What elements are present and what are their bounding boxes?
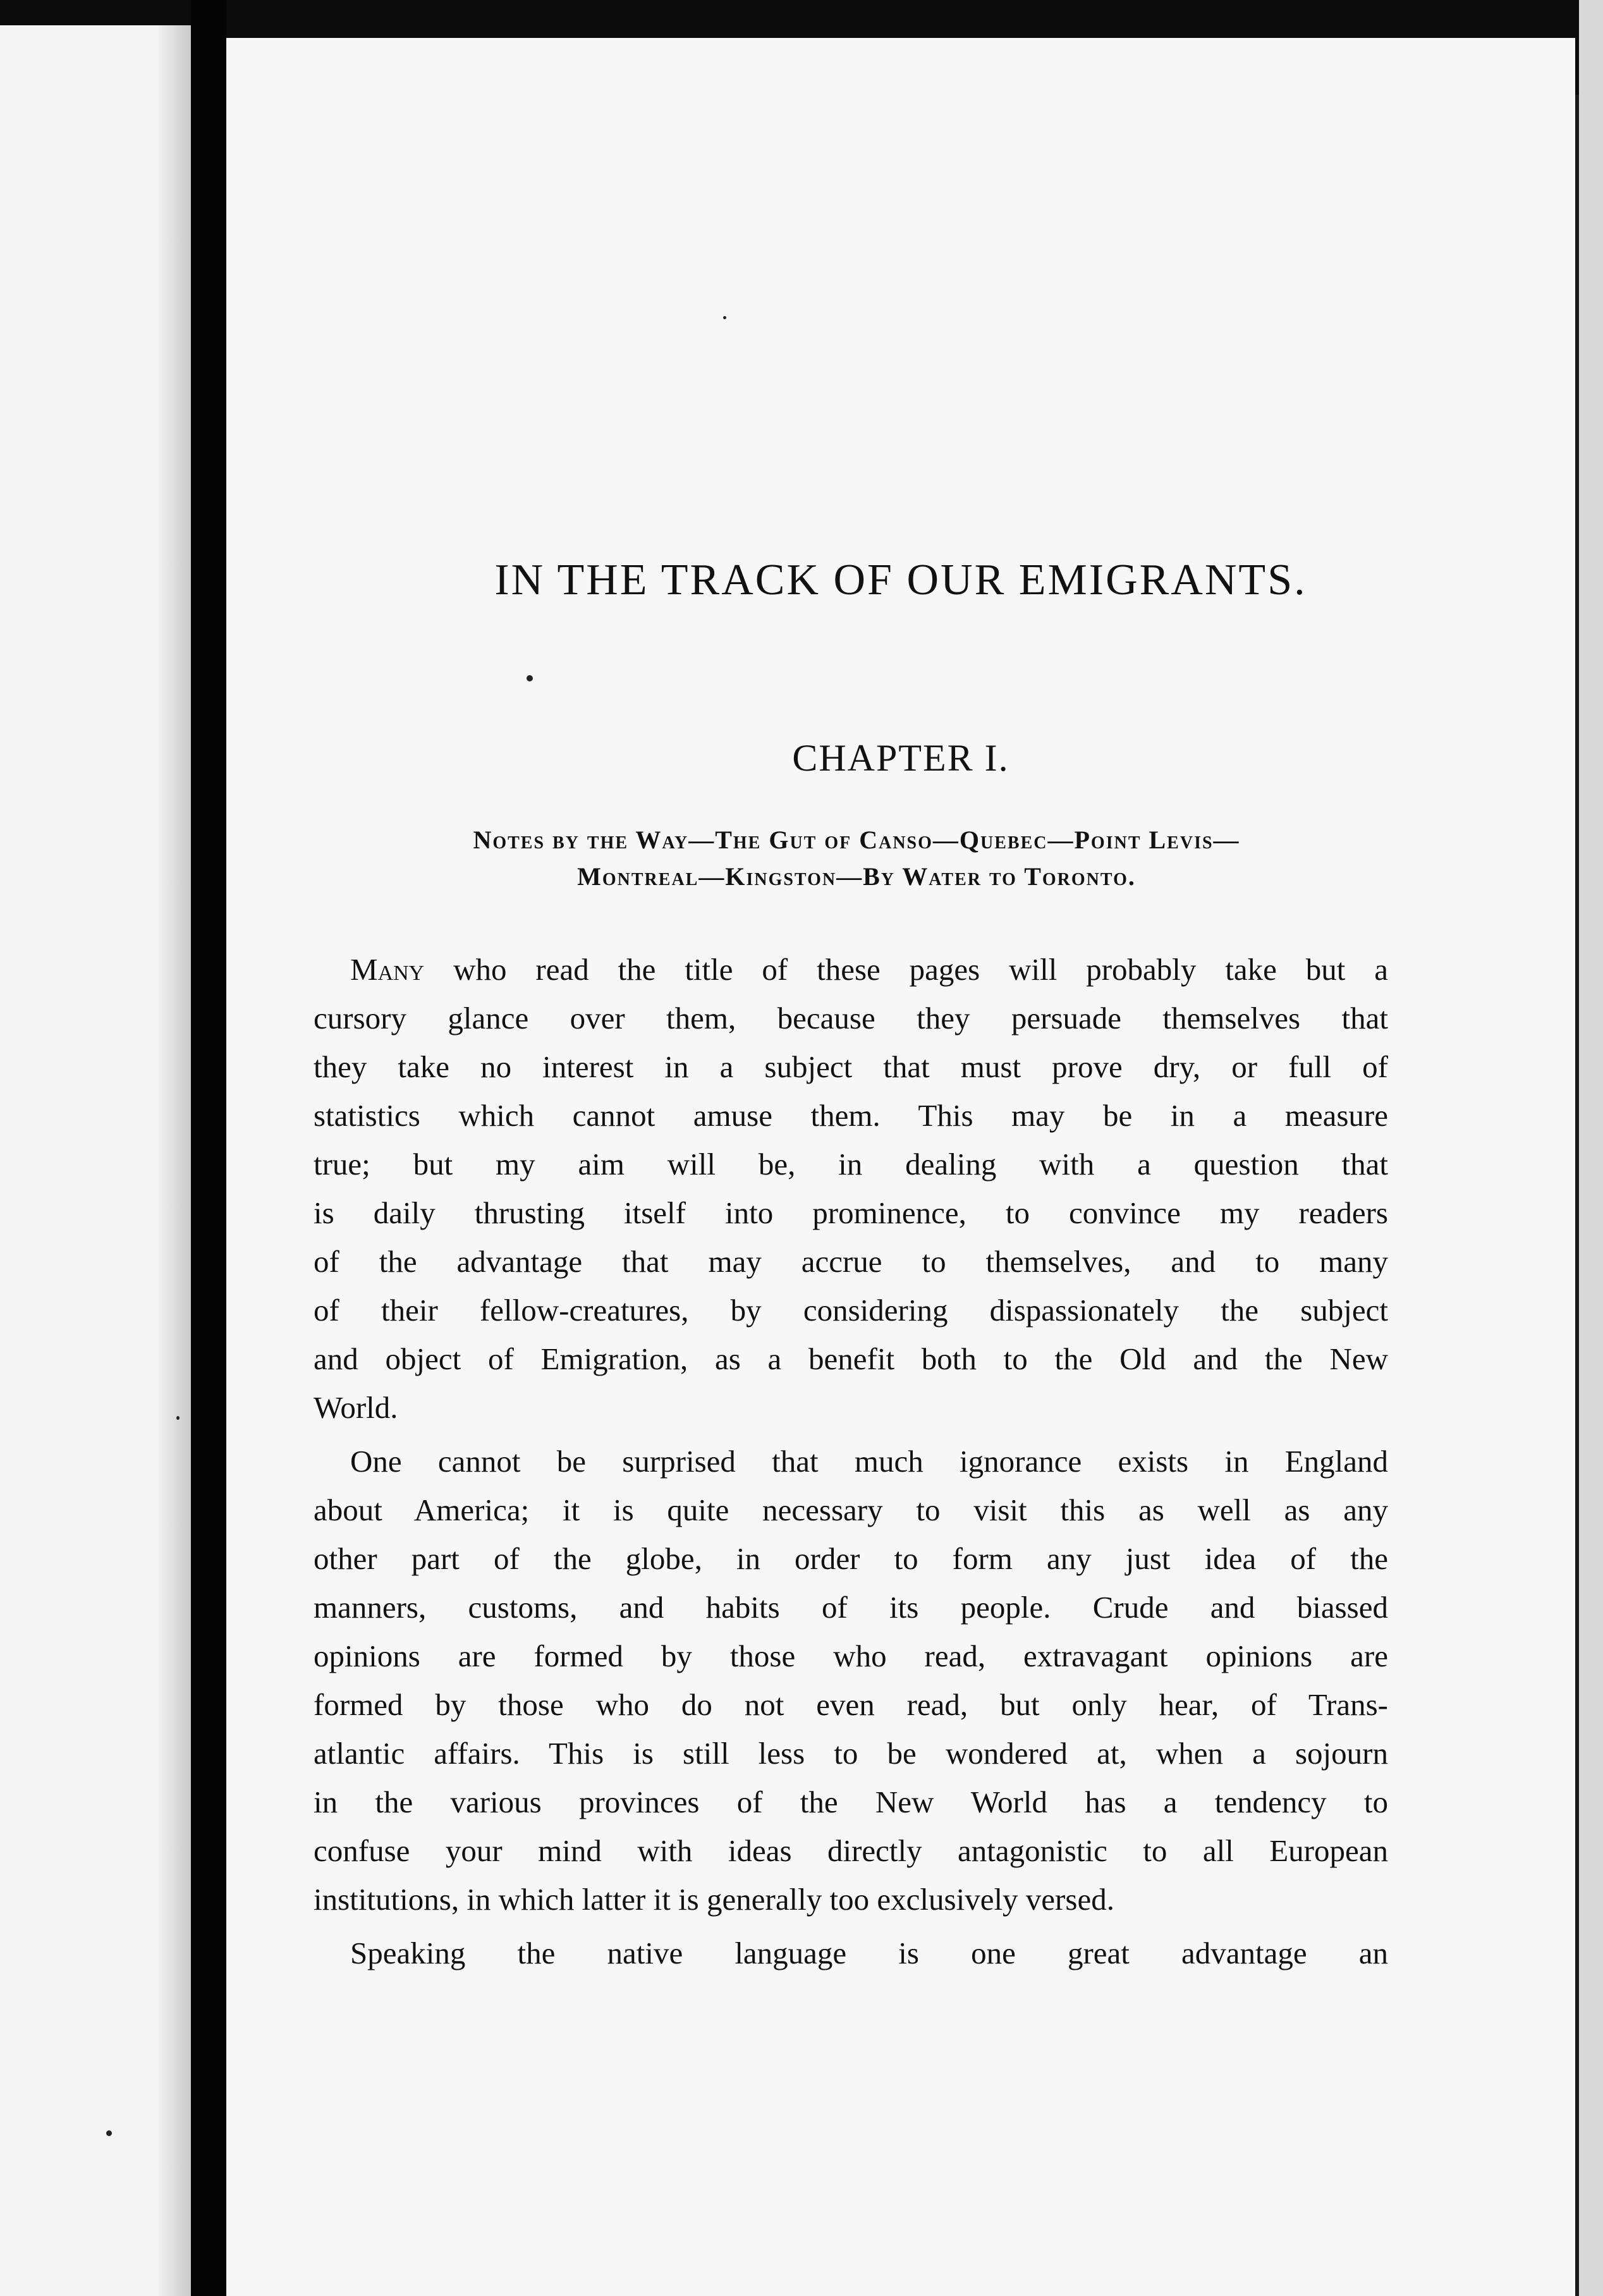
text-line: of the advantage that may accrue to themselves, and to many	[314, 1244, 1388, 1279]
chapter-summary	[316, 822, 1397, 895]
paragraph-2	[314, 1437, 1388, 1924]
text-line: other part of the globe, in order to form any just idea of the	[314, 1541, 1388, 1576]
text-line: confuse your mind with ideas directly antagonistic to all European	[314, 1833, 1388, 1868]
book-gutter	[191, 0, 226, 2296]
chapter-body	[314, 945, 1388, 1982]
text-line: opinions are formed by those who read, extravagant opinions are	[314, 1639, 1388, 1673]
text-line-rest: who read the title of these pages will probably take but a	[424, 952, 1388, 987]
text-line: cursory glance over them, because they persuade themselves that	[314, 1001, 1388, 1035]
text-line: and object of Emigration, as a benefit both to the Old and the New	[314, 1341, 1388, 1376]
text-line	[314, 945, 1388, 994]
ink-speck	[176, 1416, 180, 1420]
text-line: true; but my aim will be, in dealing with a question that	[314, 1147, 1388, 1182]
lead-word: Many	[350, 952, 425, 987]
right-margin-edge	[1579, 0, 1603, 2296]
ink-speck	[106, 2130, 112, 2136]
chapter-heading: CHAPTER I.	[792, 737, 1009, 779]
ink-speck	[723, 316, 726, 319]
paragraph-3	[314, 1929, 1388, 1977]
text-line: they take no interest in a subject that must prove dry, or full of	[314, 1049, 1388, 1084]
chapter-summary-line: Montreal—Kingston—By Water to Toronto.	[577, 862, 1136, 891]
text-line: Speaking the native language is one great advantage an	[350, 1936, 1388, 1970]
paragraph-1	[314, 945, 1388, 1432]
text-line: institutions, in which latter it is generally too exclusively versed.	[314, 1882, 1114, 1917]
text-line: manners, customs, and habits of its people. Crude and biassed	[314, 1590, 1388, 1625]
ink-speck	[527, 675, 533, 681]
text-line: in the various provinces of the New World has a tendency to	[314, 1785, 1388, 1819]
chapter-summary-line: Notes by the Way—The Gut of Canso—Quebec—Point Levis—	[473, 826, 1240, 854]
text-line: World.	[314, 1390, 398, 1425]
text-line: is daily thrusting itself into prominence, to convince my readers	[314, 1195, 1388, 1230]
left-page-shadow	[158, 25, 191, 2296]
text-line: about America; it is quite necessary to visit this as well as any	[314, 1493, 1388, 1527]
text-line: statistics which cannot amuse them. This may be in a measure	[314, 1098, 1388, 1133]
book-title: IN THE TRACK OF OUR EMIGRANTS.	[494, 556, 1307, 604]
text-line: atlantic affairs. This is still less to be wondered at, when a sojourn	[314, 1736, 1388, 1771]
text-line: One cannot be surprised that much ignorance exists in England	[350, 1444, 1388, 1479]
text-line: of their fellow-creatures, by considering dispassionately the subject	[314, 1293, 1388, 1328]
text-line: formed by those who do not even read, but only hear, of Trans-	[314, 1687, 1388, 1722]
